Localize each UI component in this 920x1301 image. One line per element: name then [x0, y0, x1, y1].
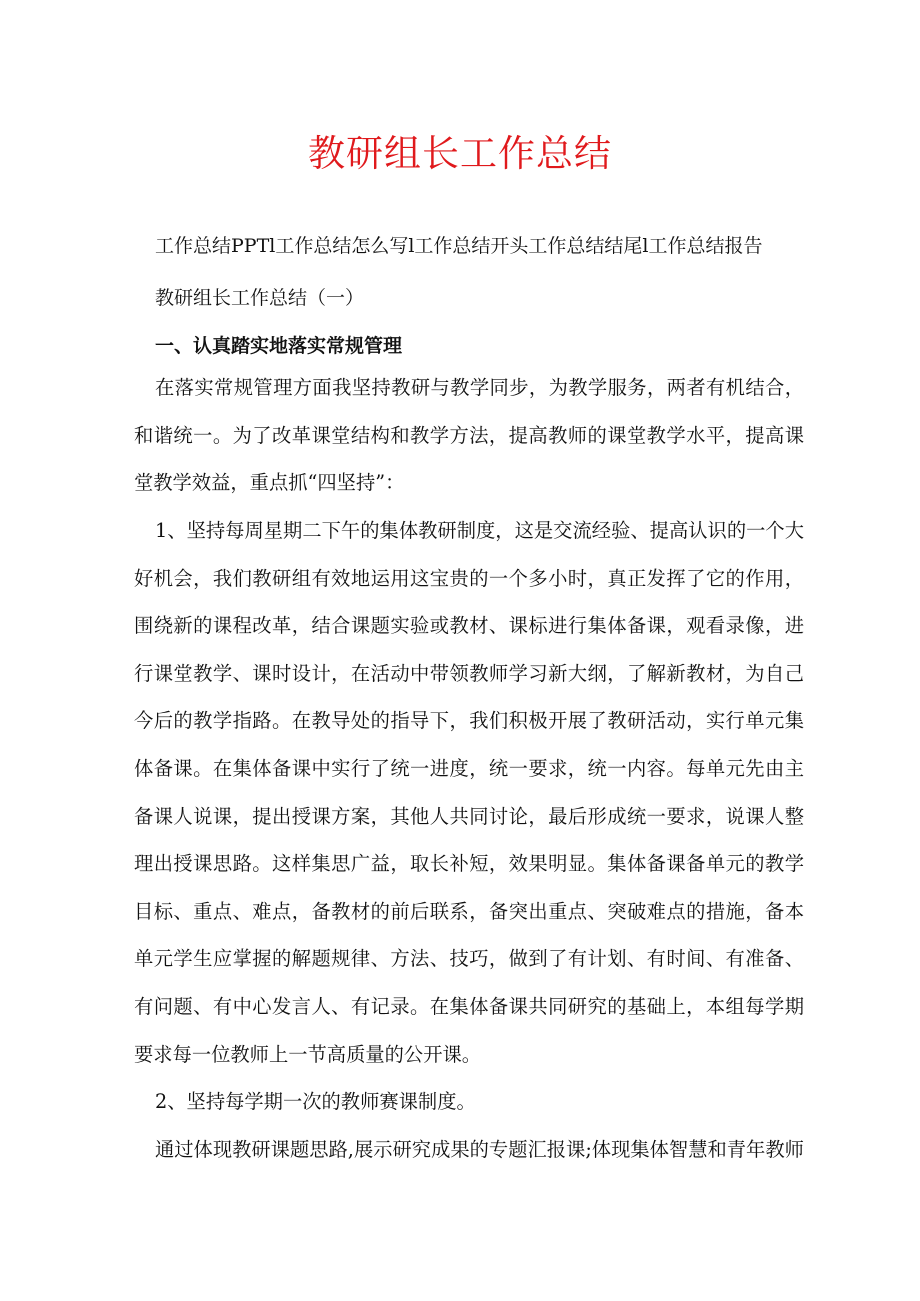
paragraph-item-2-body: 通过体现教研课题思路,展示研究成果的专题汇报课;体现集体智慧和青年教师: [155, 1138, 804, 1161]
section-heading: 一、认真踏实地落实常规管理: [155, 335, 403, 357]
document-title: 教研组长工作总结: [308, 132, 612, 175]
paragraph-item-1: 1、坚持每周星期二下午的集体教研制度，这是交流经验、提高认识的一个大好机会，我们教研组有效地运用这宝贵的一个多小时，真正发挥了它的作用，围绕新的课程改革，结合课题实验或教材、课标进行集体备课，观看录像，进行课堂教学、课时设计，在活动中带领教师学习新大纲，了解新教材，为自己今后的教学指路。在教导处的指导下，我们积极开展了教研活动，实行单元集体备课。在集体备课中实行了统一进度，统一要求，统一内容。每单元先由主备课人说课，提出授课方案，其他人共同讨论，最后形成统一要求，说课人整理出授课思路。这样集思广益，取长补短，效果明显。集体备课备单元的教学目标、重点、难点，备教材的前后联系，备突出重点、突破难点的措施，备本单元学生应掌握的解题规律、方法、技巧，做到了有计划、有时间、有准备、有问题、有中心发言人、有记录。在集体备课共同研究的基础上，本组每学期要求每一位教师上一节高质量的公开课。: [134, 519, 804, 1066]
related-links-line[interactable]: 工作总结PPTl工作总结怎么写l工作总结开头工作总结结尾l工作总结报告: [155, 235, 763, 257]
paragraph-item-2: 2、坚持每学期一次的教师赛课制度。: [155, 1090, 476, 1113]
document-subtitle: 教研组长工作总结（一）: [155, 287, 365, 309]
paragraph-intro: 在落实常规管理方面我坚持教研与教学同步，为教学服务，两者有机结合，和谐统一。为了改革课堂结构和教学方法，提高教师的课堂教学水平，提高课堂教学效益，重点抓“四坚持”：: [134, 376, 804, 495]
